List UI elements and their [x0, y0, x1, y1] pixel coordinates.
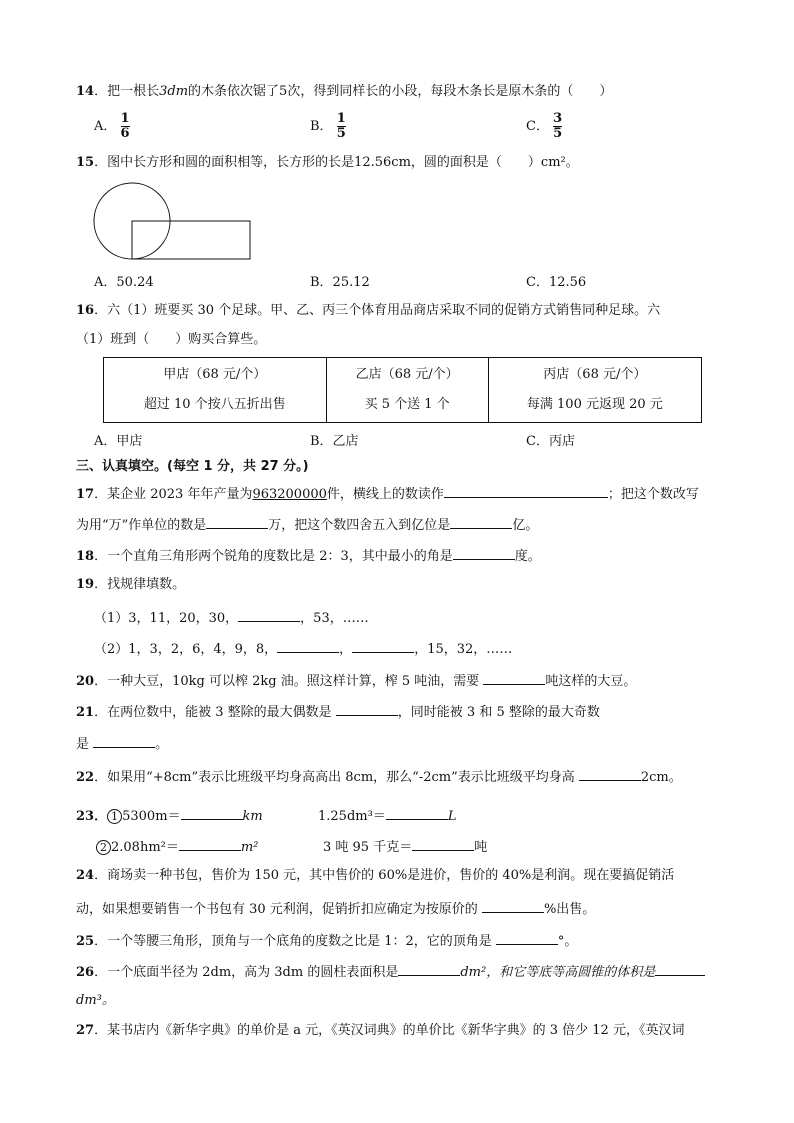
question-27	[76, 1022, 684, 1040]
question-text: ．一个直角三角形两个锐角的度数比是 2：3，其中最小的角是	[94, 549, 453, 564]
fraction	[121, 112, 130, 141]
question-text: ．把一根长	[94, 84, 160, 99]
question-number: 19	[76, 577, 95, 592]
question-text: ．找规律填数。	[94, 577, 186, 592]
answer-blank[interactable]	[398, 961, 460, 976]
option-c[interactable]	[526, 112, 562, 141]
question-text: ．某书店内《新华字典》的单价是 a 元，《英汉词典》的单价比《新华字典》的 3 倍少 12 元，《英汉词	[94, 1023, 685, 1038]
option-label: A．	[94, 119, 117, 134]
question-text: ．一个底面半径为 2dm，高为 3dm 的圆柱表面积是	[94, 965, 399, 980]
fraction	[553, 112, 562, 141]
answer-blank[interactable]	[277, 638, 339, 653]
denominator: 5	[553, 126, 563, 141]
answer-blank[interactable]	[483, 670, 545, 685]
answer-blank[interactable]	[386, 805, 448, 820]
question-text: ．某企业 2023 年年产量为	[94, 487, 253, 502]
option-c[interactable]: C．丙店	[526, 434, 575, 449]
shop-name: 甲店（68 元/个）	[163, 367, 267, 382]
shop-offer: 买 5 个送 1 个	[364, 397, 450, 412]
question-number: 21	[76, 705, 95, 720]
question-16-line2: （1）班到（ ）购买合算些。	[76, 332, 267, 347]
sequence-2	[94, 638, 512, 659]
option-label: C．	[526, 119, 549, 134]
shop-offer: 超过 10 个按八五折出售	[143, 397, 286, 412]
answer-blank[interactable]	[181, 805, 243, 820]
option-b[interactable]: B．乙店	[310, 434, 359, 449]
unit-label: L	[447, 809, 457, 824]
question-text: %出售。	[543, 902, 596, 917]
question-number: 15	[76, 155, 95, 170]
sequence-text: ，15，32，……	[414, 642, 513, 657]
question-24	[76, 867, 674, 885]
question-text: 为用“万”作单位的数是	[76, 518, 207, 533]
question-text: 是	[76, 737, 90, 752]
shop-cell-bing	[488, 358, 701, 423]
question-26	[76, 961, 705, 982]
rectangle-circle-figure	[92, 182, 254, 264]
question-text: 。	[155, 737, 169, 752]
question-text: ．图中长方形和圆的面积相等，长方形的长是12.56cm，圆的面积是（ ）cm²。	[94, 155, 579, 170]
denominator: 6	[120, 126, 130, 141]
question-text: ．六（1）班要买 30 个足球。甲、乙、丙三个体育用品商店采取不同的促销方式销售同种足球。六	[94, 303, 661, 318]
shop-table	[103, 357, 702, 423]
shop-offer: 每满 100 元返现 20 元	[526, 397, 663, 412]
amount-value: 963200000	[252, 487, 327, 502]
question-17-line2	[76, 514, 538, 535]
shop-cell-jia	[104, 358, 327, 423]
answer-blank[interactable]	[352, 638, 414, 653]
option-b[interactable]	[310, 112, 346, 141]
question-text: 亿。	[512, 518, 539, 533]
question-text: ．如果用“+8cm”表示比班级平均身高高出 8cm，那么“-2cm”表示比班级平均身高	[94, 770, 575, 785]
option-a[interactable]: A．甲店	[94, 434, 143, 449]
fraction	[337, 112, 346, 141]
answer-blank[interactable]	[579, 766, 641, 781]
answer-blank[interactable]	[453, 545, 515, 560]
shop-cell-yi	[326, 358, 488, 423]
question-text: ．一个等腰三角形，顶角与一个底角的度数之比是 1：2，它的顶角是	[94, 934, 492, 949]
conversion-text: 2.08hm²＝	[111, 840, 179, 855]
question-number: 25	[76, 934, 95, 949]
sequence-text: ，	[339, 642, 353, 657]
answer-blank[interactable]	[482, 898, 544, 913]
answer-blank[interactable]	[496, 930, 558, 945]
question-text: 吨这样的大豆。	[545, 674, 637, 689]
question-23-row1: 23． 1 5300m＝ km	[76, 805, 263, 826]
question-text: 2cm。	[640, 770, 682, 785]
answer-blank[interactable]	[655, 961, 705, 976]
shop-name: 乙店（68 元/个）	[355, 367, 459, 382]
question-21	[76, 701, 600, 722]
question-text: dm²，和它等底等高圆锥的体积是	[460, 965, 656, 980]
sequence-text: （2）1，3，2，6，4，9，8，	[94, 642, 278, 657]
question-number: 27	[76, 1023, 95, 1038]
length-value: 3dm	[159, 84, 189, 99]
answer-blank[interactable]	[444, 483, 608, 498]
question-number: 22	[76, 770, 95, 785]
answer-blank[interactable]	[206, 514, 268, 529]
question-text: 万，把这个数四舍五入到亿位是	[268, 518, 451, 533]
question-23-row2	[96, 836, 258, 857]
question-text: ．商场卖一种书包，售价为 150 元，其中售价的 60%是进价，售价的 40%是利润。现在要搞促销活	[94, 868, 675, 883]
denominator: 5	[336, 126, 346, 141]
question-23-row2-right	[323, 836, 487, 857]
option-label: B．	[310, 119, 333, 134]
conversion-text: 5300m＝	[122, 809, 181, 824]
question-24-line2	[76, 898, 595, 919]
conversion-text: 3 吨 95 千克＝	[323, 840, 413, 855]
question-15	[76, 154, 579, 172]
shop-name: 丙店（68 元/个）	[543, 367, 647, 382]
question-number: 18	[76, 549, 95, 564]
question-number: 17	[76, 487, 95, 502]
circled-number: 2	[96, 840, 111, 855]
sequence-text: ，53，……	[300, 611, 369, 626]
numerator: 1	[120, 111, 130, 126]
rectangle-shape	[132, 221, 250, 259]
question-number: 20	[76, 674, 95, 689]
question-text: 度。	[514, 549, 541, 564]
question-number: 24	[76, 868, 95, 883]
question-text: 的木条依次锯了	[188, 84, 280, 99]
question-text: ．在两位数中，能被 3 整除的最大偶数是	[94, 705, 332, 720]
option-c[interactable]: C．12.56	[526, 275, 587, 290]
question-text: ；把这个数改写	[607, 487, 699, 502]
answer-blank[interactable]	[336, 701, 398, 716]
answer-blank[interactable]	[93, 733, 155, 748]
answer-blank[interactable]	[179, 836, 241, 851]
question-23-row1-right	[318, 805, 456, 826]
numerator: 3	[553, 111, 563, 126]
unit-label: m²	[240, 840, 259, 855]
sequence-1	[94, 607, 369, 628]
option-a[interactable]	[94, 112, 130, 141]
question-text: 件，横线上的数读作	[326, 487, 444, 502]
answer-blank[interactable]	[412, 836, 474, 851]
unit-label: km	[242, 809, 263, 824]
question-text: 次，得到同样长的小段，每段木条长是原木条的（ ）	[287, 84, 613, 99]
question-21-line2	[76, 733, 168, 754]
sequence-text: （1）3，11，20，30，	[94, 611, 239, 626]
question-text: °。	[557, 934, 578, 949]
question-number: 26	[76, 965, 95, 980]
question-25	[76, 930, 577, 951]
question-17	[76, 483, 699, 504]
answer-blank[interactable]	[450, 514, 512, 529]
question-text: ，同时能被 3 和 5 整除的最大奇数	[397, 705, 600, 720]
question-text: ．一种大豆，10kg 可以榨 2kg 油。照这样计算，榨 5 吨油，需要	[94, 674, 480, 689]
circled-number: 1	[107, 809, 122, 824]
numerator: 1	[336, 111, 346, 126]
question-number: 14	[76, 84, 95, 99]
unit-label: 吨	[474, 840, 488, 855]
question-14	[76, 83, 612, 101]
times-value: 5	[279, 84, 288, 99]
option-b[interactable]: B．25.12	[310, 275, 370, 290]
question-26-line2: dm³。	[76, 993, 115, 1008]
answer-blank[interactable]	[238, 607, 300, 622]
conversion-text: 1.25dm³＝	[318, 809, 386, 824]
question-text: 动，如果想要销售一个书包有 30 元利润，促销折扣应确定为按原价的	[76, 902, 478, 917]
section-heading: 三、认真填空。(每空 1 分，共 27 分。)	[76, 459, 309, 474]
question-18	[76, 545, 541, 566]
question-20	[76, 670, 636, 691]
question-number: 23	[76, 809, 95, 824]
question-number: 16	[76, 303, 95, 318]
question-22	[76, 766, 682, 787]
question-16	[76, 302, 660, 320]
question-19	[76, 576, 185, 594]
option-a[interactable]: A．50.24	[94, 275, 154, 290]
